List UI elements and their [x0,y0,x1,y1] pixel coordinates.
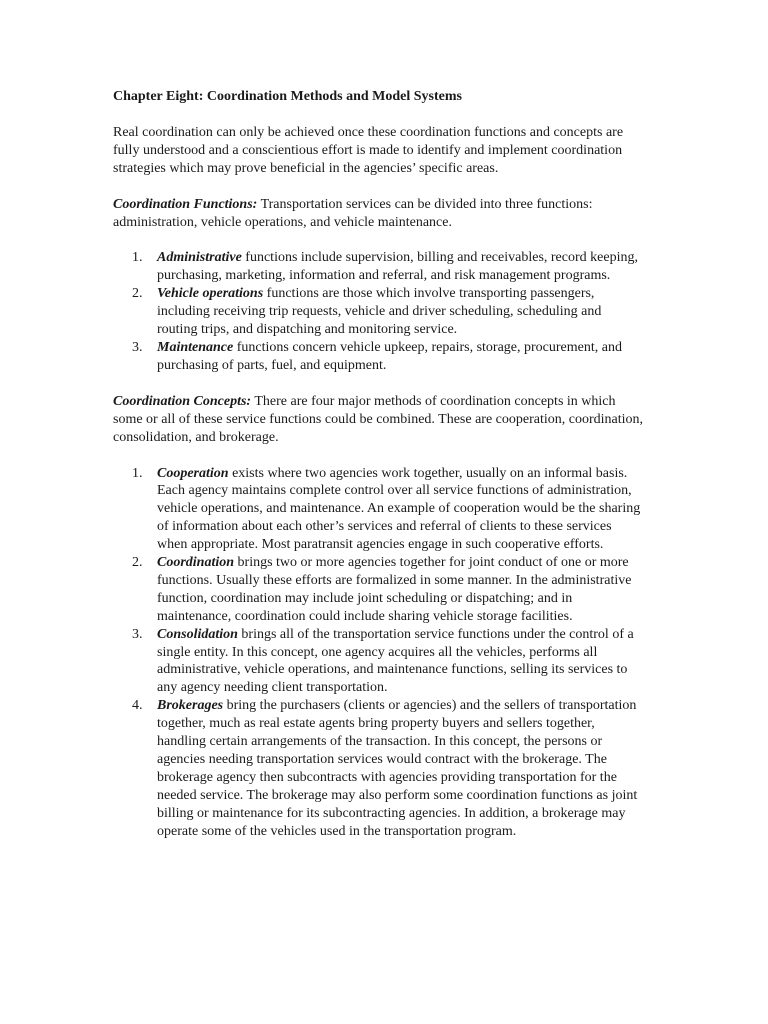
list-item [113,626,643,698]
list-item-term: Coordination [157,555,235,571]
list-item-text: functions include supervision, billing and receivables, record keeping, purchasing, marketing, information and referral, and risk management programs. [157,250,638,284]
list-item-number: 1. [132,465,143,481]
concepts-paragraph [113,393,643,447]
concepts-list [113,465,643,841]
list-item-term: Brokerages [157,698,224,714]
list-item-number: 3. [132,339,143,355]
concepts-text: There are four major methods of coordination concepts in which some or all of these service functions could be combined. These are cooperation, coordination, consolidation, and brokerage. [113,393,644,445]
chapter-title: Chapter Eight: Coordination Methods and Model Systems [113,89,462,104]
functions-list [113,249,643,374]
list-item [113,697,643,840]
intro-paragraph: Real coordination can only be achieved once these coordination functions and concepts are fully understood and a conscientious effort is made to identify and implement coordination strategies which may prove beneficial in the agencies’ specific areas. [113,124,624,176]
list-item-text: exists where two agencies work together, usually on an informal basis. Each agency maintains complete control over all service functions of administration, vehicle operations, and maintenance. An example of cooperation would be the sharing of information about each other’s services and referral of clients to these services when appropriate. Most paratransit agencies engage in such cooperative efforts. [157,465,641,553]
list-item-term: Cooperation [157,465,229,481]
list-item [113,554,643,626]
list-item-term: Administrative [157,250,242,266]
list-item [113,285,643,339]
functions-paragraph [113,196,643,232]
document-page [113,88,643,859]
list-item-term: Consolidation [157,626,238,642]
list-item-text: functions are those which involve transporting passengers, including receiving trip requests, vehicle and driver scheduling, scheduling and routing trips, and dispatching and monitoring service. [157,286,602,338]
list-item-number: 3. [132,626,143,642]
list-item-number: 2. [132,555,143,571]
functions-heading: Coordination Functions: [113,196,258,212]
list-item [113,249,643,285]
functions-text: Transportation services can be divided into three functions: administration, vehicle operations, and vehicle maintenance. [113,196,593,230]
list-item-number: 1. [132,250,143,266]
list-item-text: functions concern vehicle upkeep, repairs, storage, procurement, and purchasing of parts, fuel, and equipment. [157,339,622,373]
list-item-number: 2. [132,286,143,302]
list-item-term: Vehicle operations [157,286,264,302]
list-item-text: bring the purchasers (clients or agencies) and the sellers of transportation together, much as real estate agents bring property buyers and sellers together, handling certain arrangements of the transaction. In this concept, the persons or agencies needing transportation services would contract with the brokerage. The brokerage agency then subcontracts with agencies providing transportation for the needed service. The brokerage may also perform some coordination functions as joint billing or maintenance for its subcontracting agencies. In addition, a brokerage may operate some of the vehicles used in the transportation program. [157,698,638,839]
list-item-term: Maintenance [157,339,234,355]
list-item-number: 4. [132,698,143,714]
list-item [113,339,643,375]
list-item-text: brings two or more agencies together for joint conduct of one or more functions. Usually these efforts are formalized in some manner. In the administrative function, coordination may include joint scheduling or dispatching; and in maintenance, coordination could include sharing vehicle storage facilities. [157,555,632,624]
concepts-heading: Coordination Concepts: [113,393,252,409]
list-item-text: brings all of the transportation service functions under the control of a single entity. In this concept, one agency acquires all the vehicles, performs all administrative, vehicle operations, and maintenance functions, selling its services to any agency needing client transportation. [157,626,634,696]
list-item [113,465,643,555]
